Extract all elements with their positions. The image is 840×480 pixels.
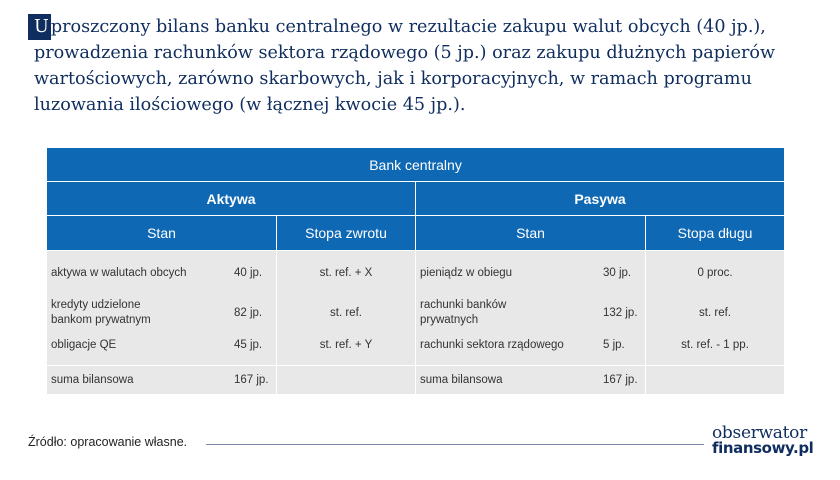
liability-rate: 0 proc. (697, 267, 733, 279)
list-item (47, 263, 276, 283)
table-title: Bank centralny (47, 148, 785, 182)
footer-divider (206, 444, 704, 445)
list-item (416, 335, 645, 355)
liabilities-stan-header: Stan (416, 216, 646, 251)
liability-value: 30 jp. (603, 267, 632, 279)
source-note: Źródło: opracowanie własne. (28, 435, 188, 449)
assets-sum-empty (277, 366, 416, 395)
liabilities-header: Pasywa (416, 182, 785, 216)
liabilities-items-cell (416, 251, 646, 366)
caption (34, 14, 824, 118)
asset-value: 45 jp. (234, 339, 263, 351)
assets-sum-label: suma bilansowa (51, 373, 134, 386)
assets-header: Aktywa (47, 182, 416, 216)
asset-value: 82 jp. (234, 307, 263, 319)
brand-logo (712, 423, 824, 457)
liability-value: 5 jp. (603, 339, 625, 351)
asset-rate: st. ref. + X (319, 267, 373, 279)
assets-sum-cell (47, 366, 277, 395)
assets-rate-header: Stopa zwrotu (277, 216, 416, 251)
liabilities-rates-cell (646, 251, 785, 366)
liability-name: rachunki sektora rządowego (420, 338, 564, 351)
liability-value: 132 jp. (603, 307, 638, 319)
list-item (416, 263, 645, 283)
asset-rate: st. ref. (330, 307, 362, 319)
logo-line-1: obserwator (712, 423, 807, 443)
asset-name: aktywa w walutach obcych (51, 266, 187, 279)
table-row (47, 251, 785, 366)
liability-name: pieniądz w obiegu (420, 266, 513, 279)
assets-stan-header: Stan (47, 216, 277, 251)
table-row (47, 366, 785, 395)
caption-initial: U (28, 14, 51, 40)
list-item (47, 335, 276, 355)
list-item (416, 295, 645, 331)
liabilities-sum-cell (416, 366, 646, 395)
assets-rates-cell (277, 251, 416, 366)
assets-sum-value: 167 jp. (234, 374, 269, 386)
caption-text: proszczony bilans banku centralnego w rezultacie zakupu walut obcych (40 jp.), prowadzenia rachunków sektora rządowego (5 jp.) oraz zakupu dłużnych papierów wartościowych, zarówno skarbowych, jak i korporacyjnych, w ramach programu luzowania ilościowego (w łącznej kwocie 45 jp.). (34, 17, 776, 115)
liability-name: rachunki banków prywatnych (420, 299, 507, 326)
logo-line-2: finansowy.pl (712, 439, 814, 457)
asset-name: kredyty udzielone bankom prywatnym (51, 299, 151, 326)
liabilities-sum-empty (646, 366, 785, 395)
liabilities-rate-header: Stopa długu (646, 216, 785, 251)
asset-rate: st. ref. + Y (319, 339, 373, 351)
balance-sheet-table (46, 147, 785, 395)
liability-rate: st. ref. - 1 pp. (681, 339, 749, 351)
liabilities-sum-value: 167 jp. (603, 374, 638, 386)
asset-value: 40 jp. (234, 267, 263, 279)
liability-rate: st. ref. (699, 307, 731, 319)
assets-items-cell (47, 251, 277, 366)
liabilities-sum-label: suma bilansowa (420, 373, 503, 386)
asset-name: obligacje QE (51, 338, 117, 351)
list-item (47, 295, 276, 331)
